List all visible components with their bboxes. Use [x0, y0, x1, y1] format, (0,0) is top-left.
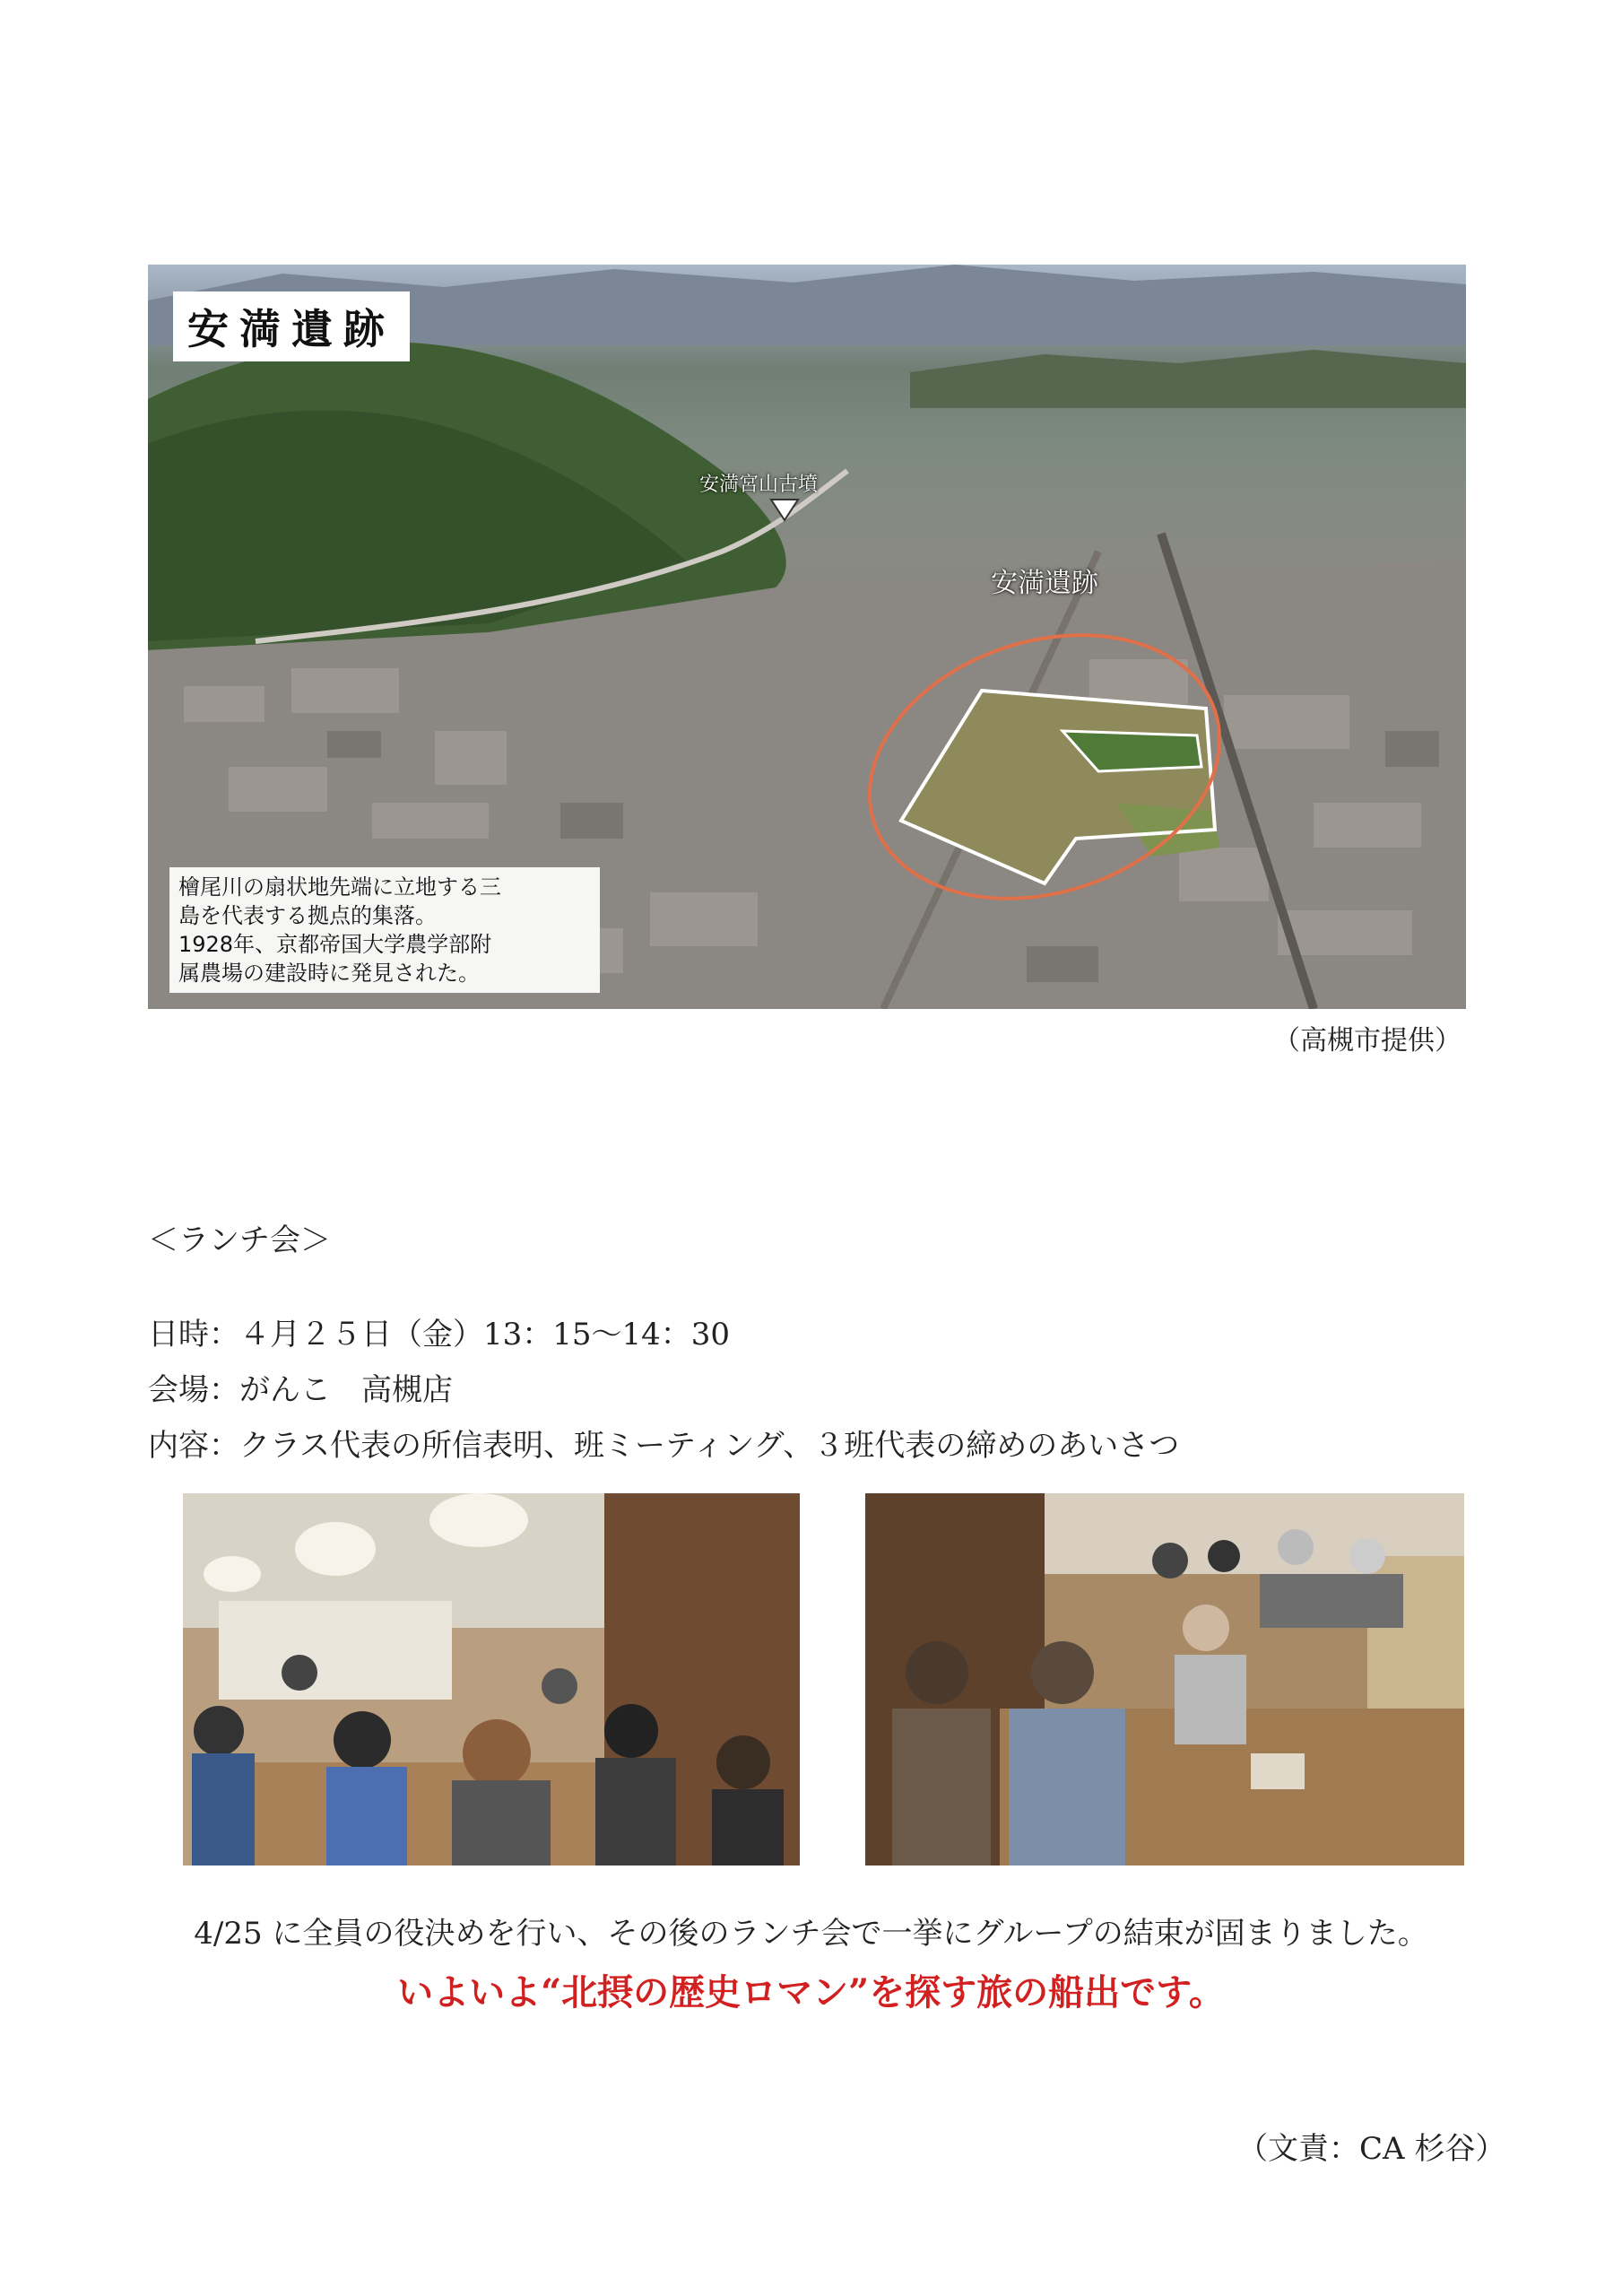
- caption-line: 檜尾川の扇状地先端に立地する三: [178, 874, 501, 900]
- lunch-scene-left: [183, 1493, 800, 1866]
- caption-line: 島を代表する拠点的集落。: [178, 903, 437, 928]
- caption-line: 1928年、京都帝国大学農学部附: [178, 932, 492, 957]
- lunch-photo-right: [865, 1493, 1464, 1866]
- photo-title: 安満遺跡: [173, 291, 410, 361]
- caption-line: 属農場の建設時に発見された。: [178, 961, 480, 986]
- lunch-date: 日時：４月２５日（金）13：15〜14：30: [148, 1317, 731, 1352]
- kofun-label: 安満宮山古墳: [699, 474, 819, 496]
- lunch-scene-right: [865, 1493, 1464, 1866]
- summary-text: 4/25 に全員の役決めを行い、その後のランチ会で一挙にグループの結束が固まりました。: [194, 1916, 1428, 1952]
- photo-caption: [169, 867, 600, 993]
- lunch-content: 内容：クラス代表の所信表明、班ミーティング、３班代表の締めのあいさつ: [148, 1428, 1180, 1464]
- author-credit: （文責：CA 杉谷）: [1237, 2131, 1506, 2167]
- lunch-photo-left: [183, 1493, 800, 1866]
- photo-credit: （高槻市提供）: [1273, 1025, 1462, 1057]
- site-label: 安満遺跡: [991, 568, 1098, 599]
- aerial-photo: [148, 265, 1466, 1009]
- lunch-venue: 会場：がんこ 高槻店: [148, 1372, 453, 1408]
- lunch-heading: ＜ランチ会＞: [148, 1222, 331, 1258]
- highlight-text: いよいよ“北摂の歴史ロマン”を探す旅の船出です。: [397, 1971, 1225, 2013]
